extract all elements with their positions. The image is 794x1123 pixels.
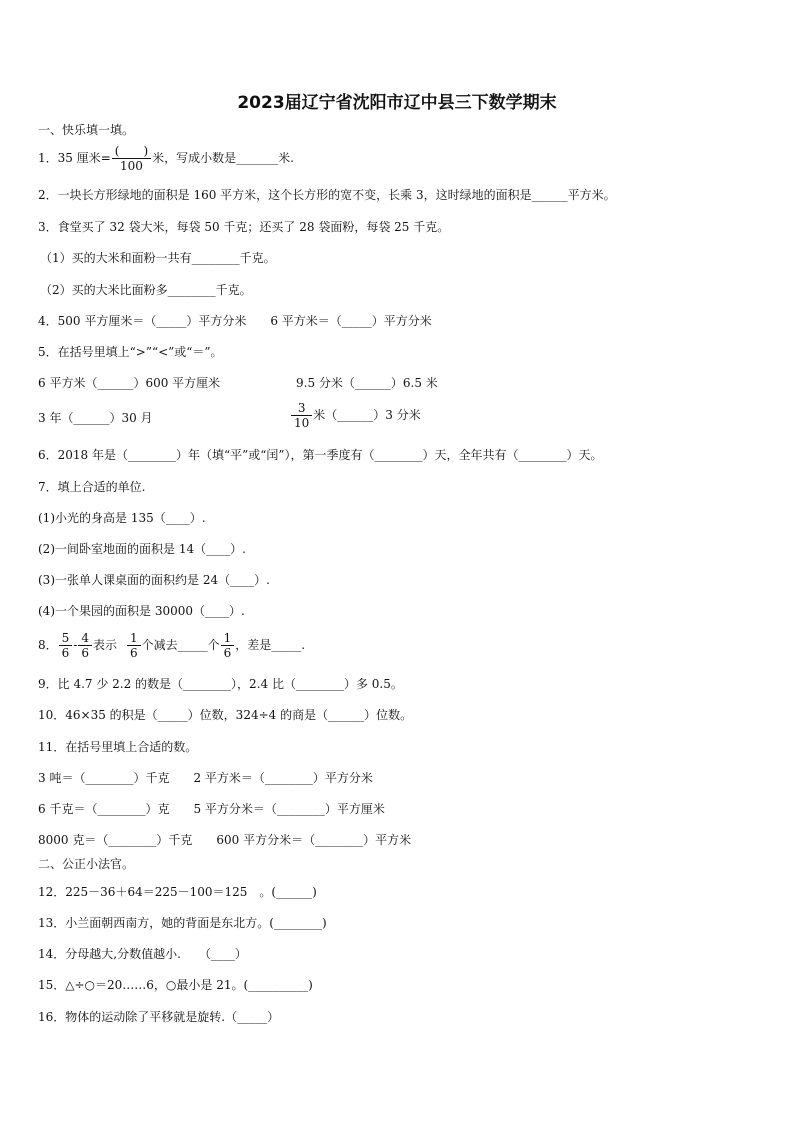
question-7: 7．填上合适的单位. bbox=[38, 480, 146, 494]
question-1-text-b: 米，写成小数是_______米. bbox=[152, 151, 294, 165]
question-11: 11．在括号里填上合适的数。 bbox=[38, 740, 198, 754]
question-15: 15．△÷○＝20……6，○最小是 21。(__________) bbox=[38, 978, 313, 992]
question-5-fraction bbox=[291, 401, 312, 430]
fraction-denominator: 100 bbox=[120, 159, 143, 173]
question-3-part-2: （2）买的大米比面粉多________千克。 bbox=[40, 283, 252, 297]
question-8-fraction-4 bbox=[221, 631, 235, 660]
fraction-numerator: 4 bbox=[78, 631, 92, 646]
fraction-numerator: 1 bbox=[127, 631, 141, 646]
question-11-row-1: 3 吨＝（________）千克 2 平方米＝（________）平方分米 bbox=[38, 771, 373, 785]
question-4: 4．500 平方厘米＝（_____）平方分米 6 平方米＝（_____）平方分米 bbox=[38, 314, 432, 328]
fraction-denominator: 6 bbox=[81, 646, 89, 660]
question-3-part-1: （1）买的大米和面粉一共有________千克。 bbox=[40, 251, 276, 265]
question-14: 14．分母越大,分数值越小. （____） bbox=[38, 947, 247, 961]
question-8-text-1: 表示 bbox=[92, 638, 117, 652]
question-1 bbox=[38, 144, 294, 173]
question-8-prefix: 8． bbox=[38, 638, 58, 652]
fraction-denominator: 10 bbox=[294, 416, 310, 430]
question-13: 13．小兰面朝西南方，她的背面是东北方。(________) bbox=[38, 916, 327, 930]
section-heading-true-false: 二、公正小法官。 bbox=[38, 857, 135, 871]
question-5-row-1-right: 9.5 分米（______）6.5 米 bbox=[296, 376, 438, 390]
question-7-part-1: (1)小光的身高是 135（____）. bbox=[38, 511, 206, 525]
fraction-denominator: 6 bbox=[130, 646, 138, 660]
question-11-row-3: 8000 克＝（________）千克 600 平方分米＝（________）平方米 bbox=[38, 833, 412, 847]
question-8-fraction-3 bbox=[127, 631, 141, 660]
question-8-fraction-1 bbox=[59, 631, 73, 660]
question-11-row-2: 6 千克＝（________）克 5 平方分米＝（________）平方厘米 bbox=[38, 802, 385, 816]
question-2: 2．一块长方形绿地的面积是 160 平方米，这个长方形的宽不变，长乘 3，这时绿地的面积是______平方米。 bbox=[38, 188, 616, 202]
page-title: 2023届辽宁省沈阳市辽中县三下数学期末 bbox=[237, 93, 557, 113]
fraction-numerator: ( ) bbox=[112, 144, 151, 159]
question-5: 5．在括号里填上“>”“<”或“＝”。 bbox=[38, 345, 223, 359]
question-7-part-3: (3)一张单人课桌面的面积约是 24（____）. bbox=[38, 573, 270, 587]
question-1-text-a: 1．35 厘米= bbox=[38, 151, 111, 165]
question-10: 10．46×35 的积是（_____）位数，324÷4 的商是（______）位数。 bbox=[38, 708, 413, 722]
question-8-text-3: ，差是_____. bbox=[235, 638, 306, 652]
question-8-text-2: 个减去_____个 bbox=[141, 638, 220, 652]
question-5-row-2-left: 3 年（______）30 月 bbox=[38, 411, 153, 425]
question-5-row-2-text: 米（______）3 分米 bbox=[313, 408, 421, 422]
question-5-row-1-left: 6 平方米（______）600 平方厘米 bbox=[38, 376, 221, 390]
question-7-part-2: (2)一间卧室地面的面积是 14（____）. bbox=[38, 542, 246, 556]
fraction-numerator: 1 bbox=[221, 631, 235, 646]
fraction-denominator: 6 bbox=[61, 646, 70, 660]
section-heading-fill-in: 一、快乐填一填。 bbox=[38, 123, 135, 137]
question-16: 16．物体的运动除了平移就是旋转.（_____） bbox=[38, 1010, 280, 1024]
question-3: 3．食堂买了 32 袋大米，每袋 50 千克；还买了 28 袋面粉，每袋 25 千克。 bbox=[38, 220, 450, 234]
question-1-fraction bbox=[112, 144, 151, 173]
question-8-fraction-2 bbox=[78, 631, 92, 660]
question-12: 12．225－36＋64＝225－100＝125 。(______) bbox=[38, 885, 317, 899]
question-5-row-2-right bbox=[290, 401, 421, 430]
fraction-denominator: 6 bbox=[223, 646, 232, 660]
fraction-numerator: 5 bbox=[59, 631, 73, 646]
question-8 bbox=[38, 631, 305, 660]
question-7-part-4: (4)一个果园的面积是 30000（____）. bbox=[38, 604, 245, 618]
fraction-numerator: 3 bbox=[291, 401, 312, 416]
question-9: 9．比 4.7 少 2.2 的数是（________），2.4 比（________）多 0.5。 bbox=[38, 677, 403, 691]
question-6: 6．2018 年是（________）年（填“平”或“闰”），第一季度有（________）天，全年共有（________）天。 bbox=[38, 448, 603, 462]
minus-sign: - bbox=[73, 638, 78, 652]
